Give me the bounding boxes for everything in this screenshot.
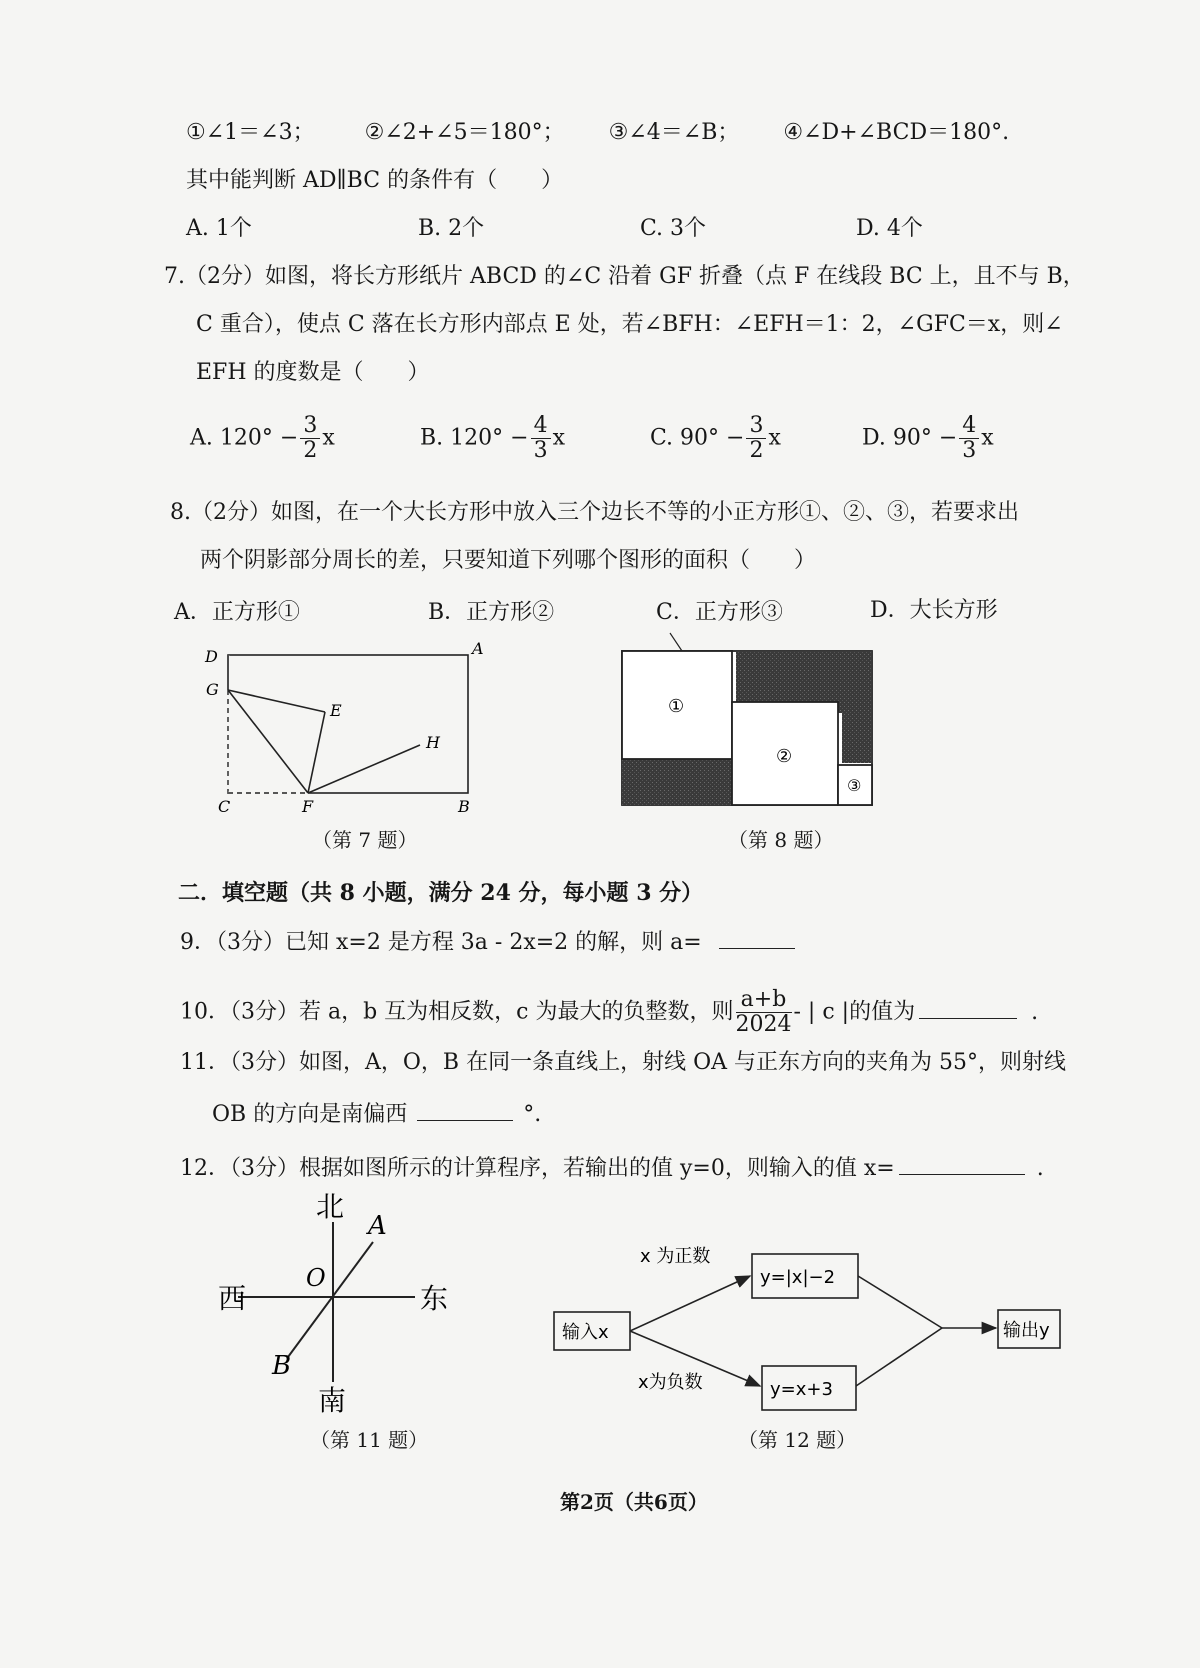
q8-figure (620, 630, 880, 810)
q7-line-1: 7.（2分）如图，将长方形纸片 ABCD 的∠C 沿着 GF 折叠（点 F 在线段 BC 上，且不与 B， (164, 264, 1085, 289)
label-south: 南 (318, 1384, 347, 1417)
q6-condition-4: ④∠D+∠BCD＝180°. (783, 120, 1010, 145)
section-2-heading: 二．填空题（共 8 小题，满分 24 分，每小题 3 分） (178, 880, 704, 906)
q8-option-c: C．正方形③ (656, 600, 783, 625)
q12: 12．（3分）根据如图所示的计算程序，若输出的值 y=0，则输入的值 x= . (180, 1156, 1044, 1181)
q9 (180, 928, 795, 958)
label-square-3: ③ (847, 776, 862, 795)
q6-option-c: C. 3个 (640, 216, 707, 241)
q12-flowchart (550, 1220, 1080, 1420)
q9-text: 9．（3分）已知 x=2 是方程 3a - 2x=2 的解，则 a= (180, 930, 702, 955)
q11-answer-blank[interactable] (417, 1120, 513, 1121)
q11-compass-figure (210, 1190, 460, 1417)
q10-fraction: $\frac{a+b}{2024}$ (735, 987, 792, 1037)
q8-line-2: 两个阴影部分周长的差，只要知道下列哪个图形的面积（ ） (200, 548, 817, 573)
label-a: A (368, 1211, 387, 1241)
q12-caption: （第 12 题） (738, 1428, 857, 1452)
q10: 10．（3分）若 a，b 互为相反数，c 为最大的负整数，则 $\frac{a+b}{2024}$ - | c |的值为 . (180, 987, 1039, 1037)
line-aob (288, 1242, 373, 1357)
label-d: D (205, 647, 218, 666)
input-label: 输入x (562, 1322, 609, 1343)
q8-caption: （第 8 题） (728, 828, 834, 852)
q10-text: 10．（3分）若 a，b 互为相反数，c 为最大的负整数，则 (180, 999, 734, 1025)
q8-line-1: 8.（2分）如图，在一个大长方形中放入三个边长不等的小正方形①、②、③，若要求出 (170, 500, 1019, 525)
upper-condition: x 为正数 (640, 1246, 711, 1267)
q7-option-b: B. 120° − $\frac{4}{3}$ x (420, 413, 566, 463)
lower-formula: y=x+3 (770, 1379, 833, 1400)
q9-answer-blank[interactable] (719, 948, 795, 949)
label-square-2: ② (776, 746, 793, 767)
q10-text-2: 的值为 (849, 999, 916, 1025)
q6-option-b: B. 2个 (418, 216, 485, 241)
label-east: 东 (420, 1282, 449, 1315)
upper-formula: y=|x|−2 (760, 1267, 836, 1288)
label-north: 北 (316, 1190, 345, 1223)
label-g: G (206, 680, 219, 699)
shaded-region-right (842, 713, 872, 763)
q7-line-3: EFH 的度数是（ ） (196, 360, 430, 385)
label-c: C (218, 797, 231, 816)
page-footer: 第2页（共6页） (560, 1490, 708, 1514)
q6-option-d: D. 4个 (856, 216, 923, 241)
q6-condition-1: ①∠1＝∠3； (186, 120, 315, 145)
q6-question: 其中能判断 AD∥BC 的条件有（ ） (186, 168, 564, 193)
q7-line-2: C 重合），使点 C 落在长方形内部点 E 处，若∠BFH：∠EFH＝1：2，∠GFC＝x，则∠ (196, 312, 1063, 337)
label-f: F (302, 797, 314, 816)
label-west: 西 (218, 1282, 247, 1315)
arrow-to-upper (630, 1276, 750, 1331)
q10-answer-blank[interactable] (919, 1018, 1017, 1019)
lower-condition: x为负数 (638, 1372, 703, 1393)
line-upper-merge (858, 1276, 942, 1328)
q8-option-a: A．正方形① (174, 600, 300, 625)
segment-ef (308, 712, 325, 793)
q6-conditions (186, 118, 1009, 148)
q12-answer-blank[interactable] (899, 1174, 1025, 1175)
q11-caption: （第 11 题） (310, 1428, 429, 1452)
q11-line-1: 11．（3分）如图，A，O，B 在同一条直线上，射线 OA 与正东方向的夹角为 55°，则射线 (180, 1050, 1066, 1075)
label-a: A (472, 639, 484, 658)
rectangle-abcd (228, 655, 468, 793)
q7-option-a: A. 120° − $\frac{3}{2}$ x (190, 413, 335, 463)
label-o: O (306, 1264, 326, 1292)
fraction: $\frac{3}{2}$ (746, 414, 766, 463)
line-lower-merge (856, 1328, 942, 1386)
q6-condition-2: ②∠2+∠5＝180°； (364, 120, 565, 145)
q11-line-2: OB 的方向是南偏西 °. (212, 1102, 542, 1127)
q8-option-b: B．正方形② (428, 600, 555, 625)
q7-caption: （第 7 题） (312, 828, 418, 852)
label-e: E (330, 701, 342, 720)
q7-option-d: D. 90° − $\frac{4}{3}$ x (862, 413, 994, 463)
q7-option-c: C. 90° − $\frac{3}{2}$ x (650, 413, 781, 463)
fraction: $\frac{4}{3}$ (531, 414, 551, 463)
output-label: 输出y (1003, 1320, 1050, 1341)
fraction: $\frac{3}{2}$ (300, 414, 320, 463)
ray-fh (308, 745, 420, 793)
q10-abs-c: - | c | (793, 999, 850, 1025)
q8-option-d: D．大长方形 (870, 598, 998, 623)
fraction: $\frac{4}{3}$ (959, 414, 979, 463)
q6-option-a: A. 1个 (186, 216, 252, 241)
label-square-1: ① (668, 696, 685, 717)
shaded-region-bottom (622, 759, 732, 805)
label-h: H (426, 733, 440, 752)
q7-figure (200, 640, 490, 820)
label-b: B (458, 797, 470, 816)
q6-condition-3: ③∠4＝∠B； (608, 120, 740, 145)
label-b: B (272, 1351, 292, 1381)
